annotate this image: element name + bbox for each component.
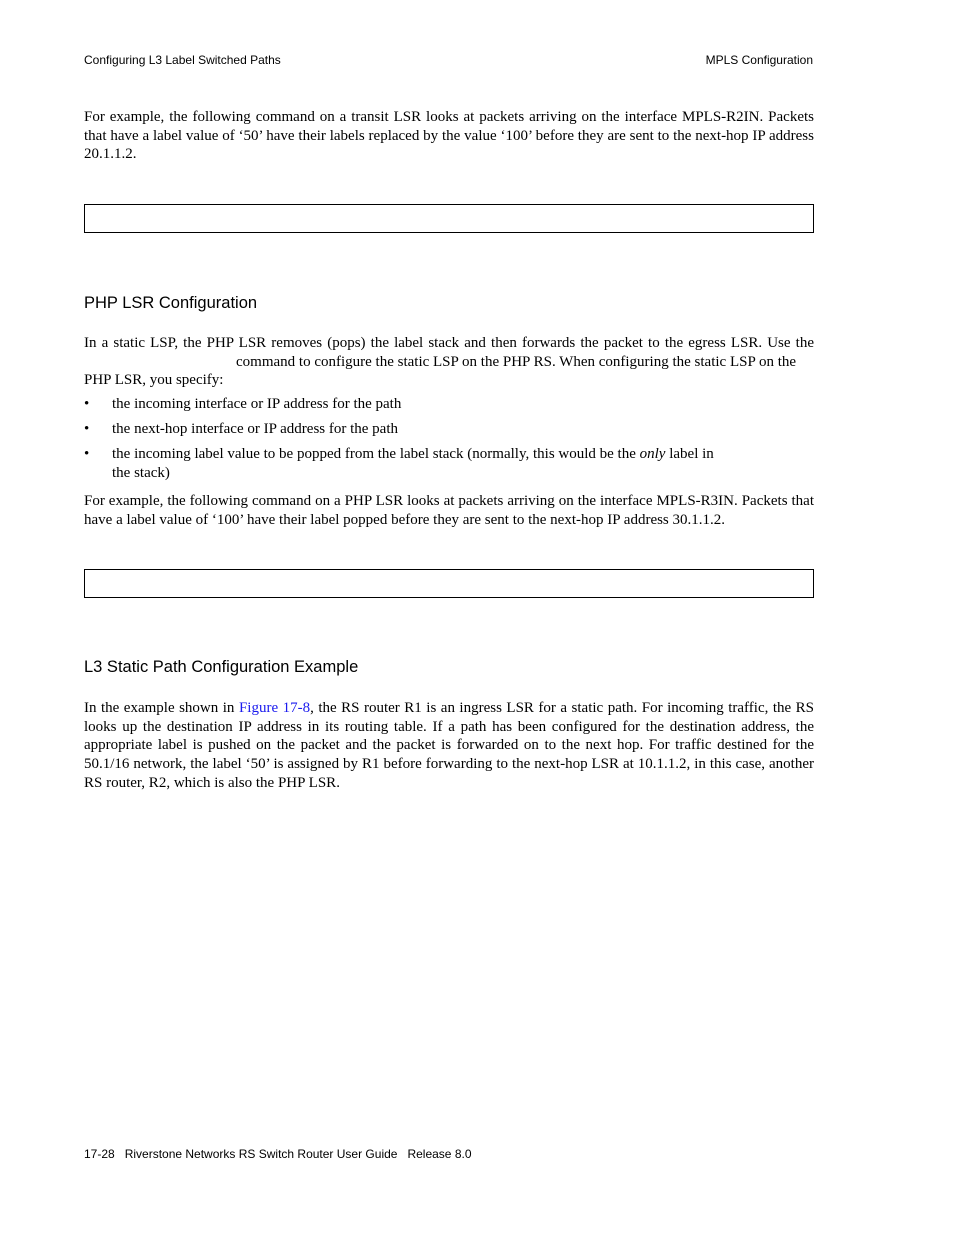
command-box-php	[84, 569, 814, 598]
figure-link[interactable]: Figure 17-8	[238, 700, 311, 716]
l3-paragraph-pre: In the example shown in	[84, 700, 235, 716]
bullet-icon: •	[84, 421, 90, 437]
php-intro-line-1: In a static LSP, the PHP LSR removes (pops) the label stack and then forwards the packet to the egress LSR. Use the	[84, 335, 814, 351]
bullet3-line2: the stack)	[112, 464, 170, 481]
running-header-right: MPLS Configuration	[705, 53, 813, 67]
bullet-icon: •	[84, 446, 90, 462]
l3-example-paragraph	[84, 699, 814, 793]
bullet3-pre: the incoming label value to be popped from the label stack (normally, this would be the	[112, 446, 636, 462]
page-footer: 17-28 Riverstone Networks RS Switch Router User Guide Release 8.0	[84, 1147, 472, 1161]
list-item-text: the incoming interface or IP address for the path	[112, 396, 402, 412]
php-intro-line-2-text: command to configure the static LSP on the PHP RS. When configuring the static LSP on the	[236, 353, 797, 370]
php-intro-line-2	[84, 353, 814, 372]
list-item-text	[112, 445, 752, 482]
section-heading-php-lsr: PHP LSR Configuration	[84, 294, 258, 312]
section-heading-l3-static-path: L3 Static Path Configuration Example	[84, 658, 359, 676]
running-header-left: Configuring L3 Label Switched Paths	[84, 53, 281, 67]
bullet3-emphasis: only	[639, 446, 666, 462]
bullet3-post: label in	[669, 446, 714, 462]
command-box-transit	[84, 204, 814, 233]
php-intro-line-3: PHP LSR, you specify:	[84, 372, 224, 389]
intro-paragraph: For example, the following command on a transit LSR looks at packets arriving on the interface MPLS-R2IN. Packets that have a label value of ‘50’ have their labels replaced by the value ‘100’ before they are sent to the next-hop IP address 20.1.1.2.	[84, 109, 814, 163]
bullet-icon: •	[84, 396, 90, 412]
list-item-text: the next-hop interface or IP address for the path	[112, 421, 399, 437]
l3-paragraph-post: , the RS router R1 is an ingress LSR for a static path. For incoming traffic, the RS looks up the destination IP address in its routing table. If a path has been configured for the destination address, the appropriate label is pushed on the packet and the packet is forwarded on to the next hop. For traffic destined for the 50.1/16 network, the label ‘50’ is assigned by R1 before forwarding to the next-hop LSR at 10.1.1.2, in this case, another RS router, R2, which is also the PHP LSR.	[84, 700, 815, 791]
php-example-paragraph: For example, the following command on a PHP LSR looks at packets arriving on the interface MPLS-R3IN. Packets that have a label value of ‘100’ have their label popped before they are sent to the next-hop IP address 30.1.1.2.	[84, 493, 814, 528]
php-intro-paragraph	[84, 334, 814, 390]
